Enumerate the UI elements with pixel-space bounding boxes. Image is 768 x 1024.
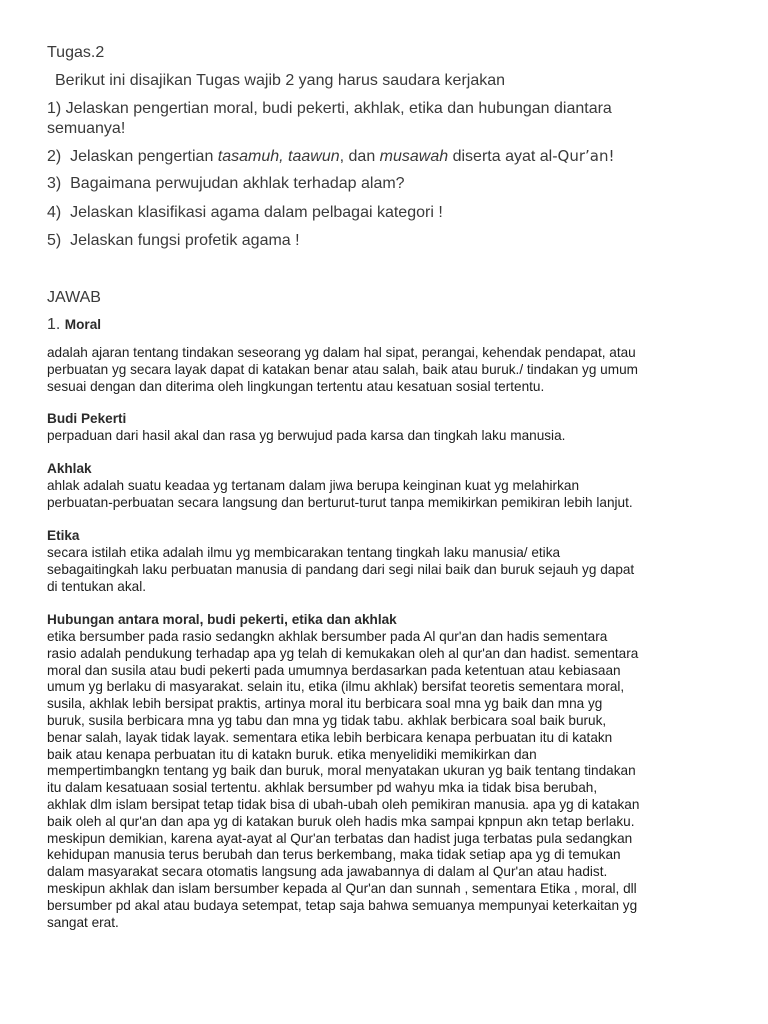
etika-line: sebagaitingkah laku perbuatan manusia di pandang dari segi nilai baik dan buruk sejauh yg dapat (47, 561, 635, 577)
hubungan-line: baik atau kenapa perbuatan itu di katakn buruk. etika menyelidiki memikirkan dan (47, 746, 537, 762)
etika-line: secara istilah etika adalah ilmu yg membicarakan tentang tingkah laku manusia/ etika (47, 545, 561, 560)
hubungan-line: baik oleh al qur'an dan apa yg di katakan buruk oleh hadis mka sampai kpnpun akn tetap berlaku. (47, 813, 635, 829)
hubungan-line: rasio adalah pendukung terhadap apa yg telah di kemukakan oleh al qur'an dan hadist. sementara (47, 645, 639, 661)
question-5-text: Jelaskan fungsi profetik agama ! (70, 232, 300, 249)
hubungan-line: meskipun akhlak dan islam bersumber kepada al Qur'an dan sunnah , sementara Etika , moral, dll (47, 880, 637, 896)
moral-line: sesuai dengan dan diterima oleh lingkungan tertentu atau kesatuan sosial tertentu. (47, 378, 545, 394)
question-2-post: diserta ayat al- (448, 148, 558, 165)
akhlak-paragraph (47, 478, 727, 512)
etika-heading: Etika (47, 528, 80, 543)
question-2-quran: Qur’an! (557, 147, 615, 165)
budi-pekerti-line: perpaduan dari hasil akal dan rasa yg berwujud pada karsa dan tingkah laku manusia. (47, 428, 566, 443)
question-5-number: 5) (47, 232, 62, 249)
question-1-line-2: semuanya! (47, 120, 126, 137)
akhlak-line: ahlak adalah suatu keadaa yg tertanam dalam jiwa berupa keinginan kuat yg melahirkan (47, 478, 580, 493)
answer-1-heading (47, 315, 101, 335)
question-2-mid: , dan (339, 148, 380, 165)
akhlak-line: perbuatan-perbuatan secara langsung dan berturut-turut tanpa memikirkan pemikiran lebih lanjut. (47, 494, 633, 510)
hubungan-line: meskipun demikian, karena ayat-ayat al Qur'an terbatas dan hadist juga terbatas pula sedangkan (47, 830, 633, 846)
budi-pekerti-paragraph (47, 428, 727, 445)
moral-paragraph (47, 345, 727, 395)
question-4 (47, 203, 443, 223)
hubungan-line: umum yg berlaku di masyarakat. selain itu, etika (ilmu akhlak) bersifat teoretis sementara moral, (47, 679, 625, 695)
question-1-line-1: 1) Jelaskan pengertian moral, budi pekerti, akhlak, etika dan hubungan diantara (47, 100, 612, 117)
moral-heading: Moral (64, 317, 102, 332)
hubungan-line: kehidupan manusia terus berubah dan terus berkembang, maka tidak setiap apa yg di temukan (47, 847, 621, 863)
etika-line: di tentukan akal. (47, 578, 146, 594)
question-2-pre: Jelaskan pengertian (70, 148, 218, 165)
etika-paragraph (47, 545, 727, 595)
answer-label: JAWAB (47, 289, 101, 306)
hubungan-heading: Hubungan antara moral, budi pekerti, etika dan akhlak (47, 612, 397, 627)
question-4-number: 4) (47, 204, 62, 221)
answer-number: 1. (47, 316, 65, 333)
moral-line: perbuatan yg secara layak dapat di katakan benar atau salah, baik atau buruk./ tindakan yg umum (47, 361, 638, 377)
question-2-term-1: tasamuh, taawun (217, 148, 340, 165)
hubungan-line: akhlak dlm islam bersipat tetap tidak bisa di ubah-ubah oleh pemikiran manusia. apa yg di katakan (47, 796, 640, 812)
hubungan-line: etika bersumber pada rasio sedangkn akhlak bersumber pada Al qur'an dan hadis sementara (47, 629, 608, 644)
moral-line: adalah ajaran tentang tindakan seseorang yg dalam hal sipat, perangai, kehendak pendapat, atau (47, 345, 636, 360)
question-1 (47, 99, 727, 139)
hubungan-line: bersumber pd akal atau budaya setempat, tetap saja bahwa semuanya mempunyai keterkaitan yg (47, 897, 638, 913)
akhlak-heading: Akhlak (47, 461, 92, 476)
assignment-title: Tugas.2 (47, 44, 105, 61)
hubungan-line: dalam masyarakat secara otomatis langsung ada jawabannya di dalam al Qur'an atau hadist. (47, 864, 608, 880)
hubungan-line: benar salah, layak tidak layak. sementara etika lebih berbicara kenapa perbuatan itu di katakn (47, 729, 613, 745)
question-3-text: Bagaimana perwujudan akhlak terhadap alam? (70, 175, 405, 192)
hubungan-line: susila, akhlak lebih bersipat praktis, artinya moral itu berbicara soal mna yg baik dan mna yg (47, 696, 603, 712)
question-2 (47, 146, 615, 167)
question-3-number: 3) (47, 175, 62, 192)
budi-pekerti-heading: Budi Pekerti (47, 411, 127, 426)
hubungan-line: itu dalam kesatuaan sosial tertentu. akhlak bersumber pd wahyu mka ia tidak bisa berubah, (47, 780, 598, 796)
question-3 (47, 174, 405, 194)
hubungan-line: moral dan susila atau budi pekerti pada umumnya berdasarkan pada ketentuan atau kebiasaan (47, 662, 621, 678)
question-4-text: Jelaskan klasifikasi agama dalam pelbagai kategori ! (70, 204, 443, 221)
question-2-term-2: musawah (379, 148, 449, 165)
hubungan-line: buruk, susila berbicara mna yg tabu dan mna yg tidak tabu. akhlak berbicara soal baik buruk, (47, 712, 607, 728)
hubungan-line: mempertimbangkn tentang yg baik dan buruk, moral menyatakan ukuran yg baik tentang tindakan (47, 763, 636, 779)
assignment-intro: Berikut ini disajikan Tugas wajib 2 yang harus saudara kerjakan (55, 72, 506, 89)
hubungan-line: sangat erat. (47, 914, 119, 930)
question-2-number: 2) (47, 148, 62, 165)
question-5 (47, 231, 300, 251)
hubungan-paragraph (47, 629, 727, 931)
